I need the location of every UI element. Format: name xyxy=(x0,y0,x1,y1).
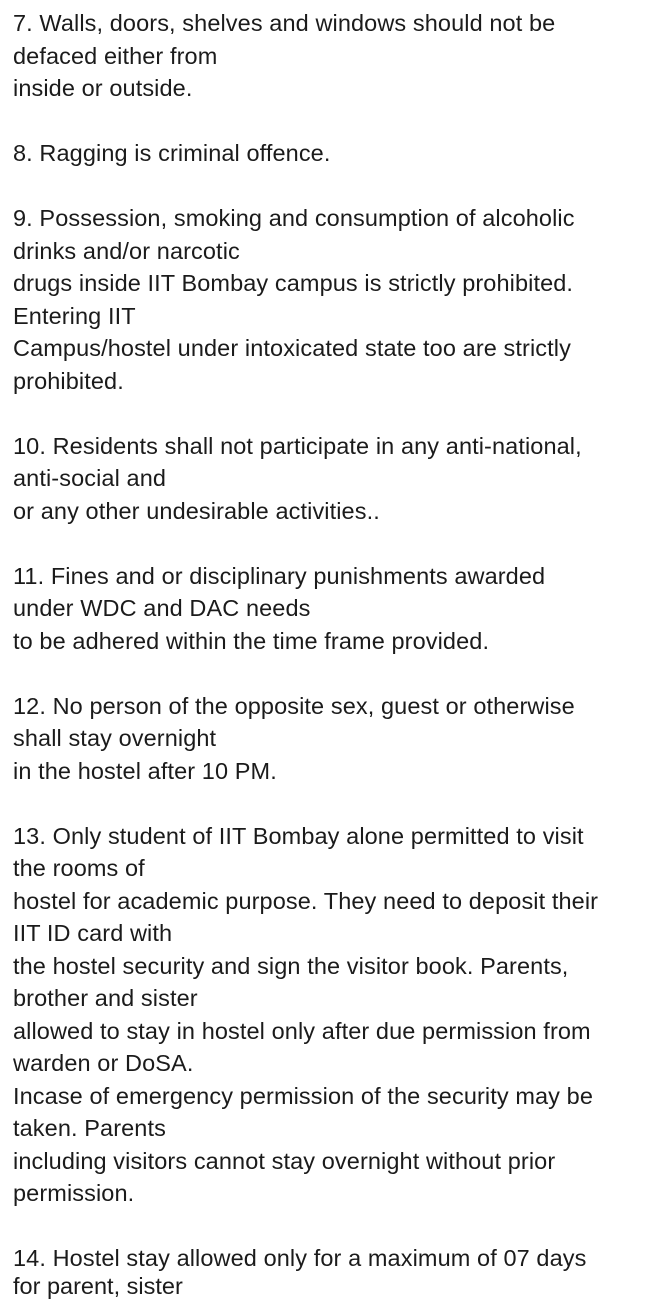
rule-text-line: IIT ID card with xyxy=(13,920,173,946)
rule-text-line: 9. Possession, smoking and consumption of alcoholic xyxy=(13,205,575,231)
rule-text-line: 14. Hostel stay allowed only for a maximum of 07 days xyxy=(13,1245,587,1271)
rule-text-line: 12. No person of the opposite sex, guest or otherwise xyxy=(13,692,575,719)
rule-text-line: prohibited. xyxy=(13,367,124,394)
rule-text-line: permission. xyxy=(13,1180,135,1206)
rule-9 xyxy=(13,202,638,397)
rule-text-line: defaced either from xyxy=(13,42,218,69)
rule-10 xyxy=(13,430,638,528)
rule-text-line: 13. Only student of IIT Bombay alone permitted to visit xyxy=(13,822,584,849)
rule-text-line: anti-social and xyxy=(13,465,167,491)
rule-text-line: the rooms of xyxy=(13,855,145,881)
paragraph-gap xyxy=(13,397,638,430)
cutoff-text-line: for parent, sister xyxy=(13,1273,183,1299)
rule-7 xyxy=(13,7,638,105)
rule-text-line: to be adhered within the time frame provided. xyxy=(13,627,490,654)
rules-document xyxy=(13,7,638,1275)
rule-text-line: inside or outside. xyxy=(13,75,193,101)
rule-text-line: the hostel security and sign the visitor book. Parents, xyxy=(13,952,569,979)
paragraph-gap xyxy=(13,657,638,690)
rule-text-line: including visitors cannot stay overnight without prior xyxy=(13,1147,556,1174)
rule-text-line: allowed to stay in hostel only after due permission from xyxy=(13,1017,591,1044)
paragraph-gap xyxy=(13,787,638,820)
paragraph-gap xyxy=(13,527,638,560)
rule-13 xyxy=(13,820,638,1210)
rule-text-line: in the hostel after 10 PM. xyxy=(13,757,277,784)
rule-text-line: brother and sister xyxy=(13,985,198,1011)
rule-text-line: hostel for academic purpose. They need to deposit their xyxy=(13,887,599,914)
rule-text-line: 10. Residents shall not participate in any anti-national, xyxy=(13,432,582,459)
rule-text-line: drinks and/or narcotic xyxy=(13,237,240,264)
rule-text-line: 8. Ragging is criminal offence. xyxy=(13,140,331,166)
rule-text-line: shall stay overnight xyxy=(13,725,217,751)
paragraph-gap xyxy=(13,105,638,138)
rule-text-line: Incase of emergency permission of the security may be xyxy=(13,1082,594,1109)
rule-11 xyxy=(13,560,638,658)
rule-text-line: taken. Parents xyxy=(13,1115,166,1141)
rule-text-line: warden or DoSA. xyxy=(13,1050,194,1076)
rule-text-line: 11. Fines and or disciplinary punishments awarded xyxy=(13,562,546,589)
paragraph-gap xyxy=(13,170,638,203)
rule-8 xyxy=(13,137,638,170)
paragraph-gap xyxy=(13,1210,638,1243)
rule-text-line: or any other undesirable activities.. xyxy=(13,497,380,524)
rule-12 xyxy=(13,690,638,788)
rule-text-line: Campus/hostel under intoxicated state too are strictly xyxy=(13,335,571,361)
rule-text-line: drugs inside IIT Bombay campus is strictly prohibited. xyxy=(13,270,574,296)
rule-text-line: 7. Walls, doors, shelves and windows should not be xyxy=(13,10,556,36)
rule-text-line: Entering IIT xyxy=(13,302,136,329)
rule-text-line: under WDC and DAC needs xyxy=(13,595,311,621)
